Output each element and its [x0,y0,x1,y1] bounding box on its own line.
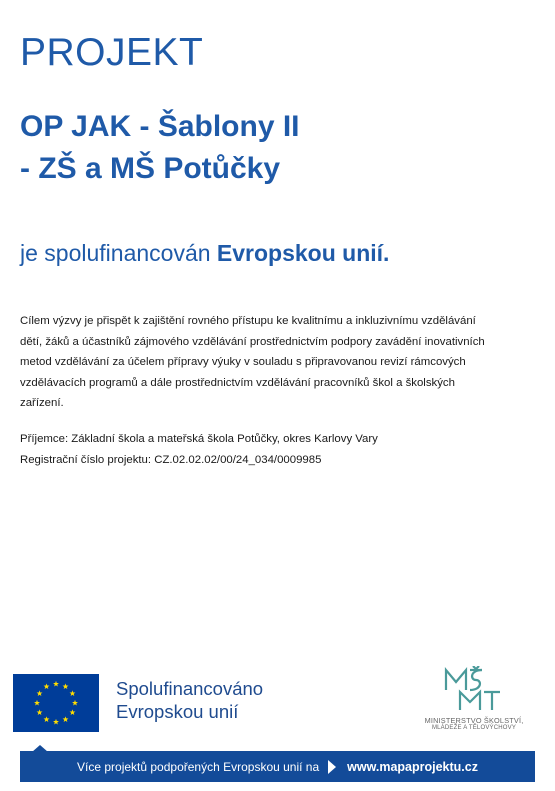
eu-cofinanced-label [116,677,263,723]
eu-label-line2: Evropskou unií [116,701,239,722]
eu-star [37,709,43,715]
eu-star [63,716,69,722]
project-description: Cílem výzvy je přispět k zajištění rovného přístupu ke kvalitnímu a inkluzivnímu vzdělávání dětí, žáků a účastníků zájmového vzdělávání prostřednictvím podpory zavádění inovativních metod vzdělávání za účelem přípravy výuky v souladu s připravovanou revizí rámcových vzdělávacích programů a dále prostřednictvím vzdělávání pracovníků škol a školských zařízení. [20,315,485,410]
eu-star [63,683,69,689]
eu-star [34,700,40,706]
projects-banner[interactable] [20,751,535,782]
eu-star [72,700,78,706]
eu-star [53,719,59,725]
ministry-name-line1: MINISTERSTVO ŠKOLSTVÍ, [424,716,524,725]
eu-star [70,709,76,715]
eu-label-line1: Spolufinancováno [116,678,264,699]
cofinanced-prefix: je spolufinancován [20,240,217,266]
eu-star [53,681,59,687]
project-info [20,429,520,470]
cofinanced-eu: Evropskou unií. [216,240,390,266]
eu-star [44,716,50,722]
eu-star [44,683,50,689]
page-heading: PROJEKT [20,31,204,74]
eu-flag-icon [13,674,99,732]
banner-url-link[interactable]: www.mapaprojektu.cz [347,759,478,774]
project-title [20,106,300,190]
registration-line: Registrační číslo projektu: CZ.02.02.02/00/24_034/0009985 [20,453,322,466]
eu-star [37,690,43,696]
banner-text: Více projektů podpořených Evropskou unií na [77,759,320,774]
msmt-logo [404,666,544,736]
project-title-line2: - ZŠ a MŠ Potůčky [20,152,281,185]
cofinanced-statement [20,240,389,267]
eu-star [70,690,76,696]
arrow-right-icon [328,760,336,774]
eu-stars-icon [13,674,99,732]
project-title-line1: OP JAK - Šablony II [20,110,300,143]
ministry-name-line2: MLÁDEŽE A TĚLOVÝCHOVY [431,725,517,731]
msmt-logo-icon [440,666,506,714]
recipient-line: Příjemce: Základní škola a mateřská škola Potůčky, okres Karlovy Vary [20,433,378,445]
